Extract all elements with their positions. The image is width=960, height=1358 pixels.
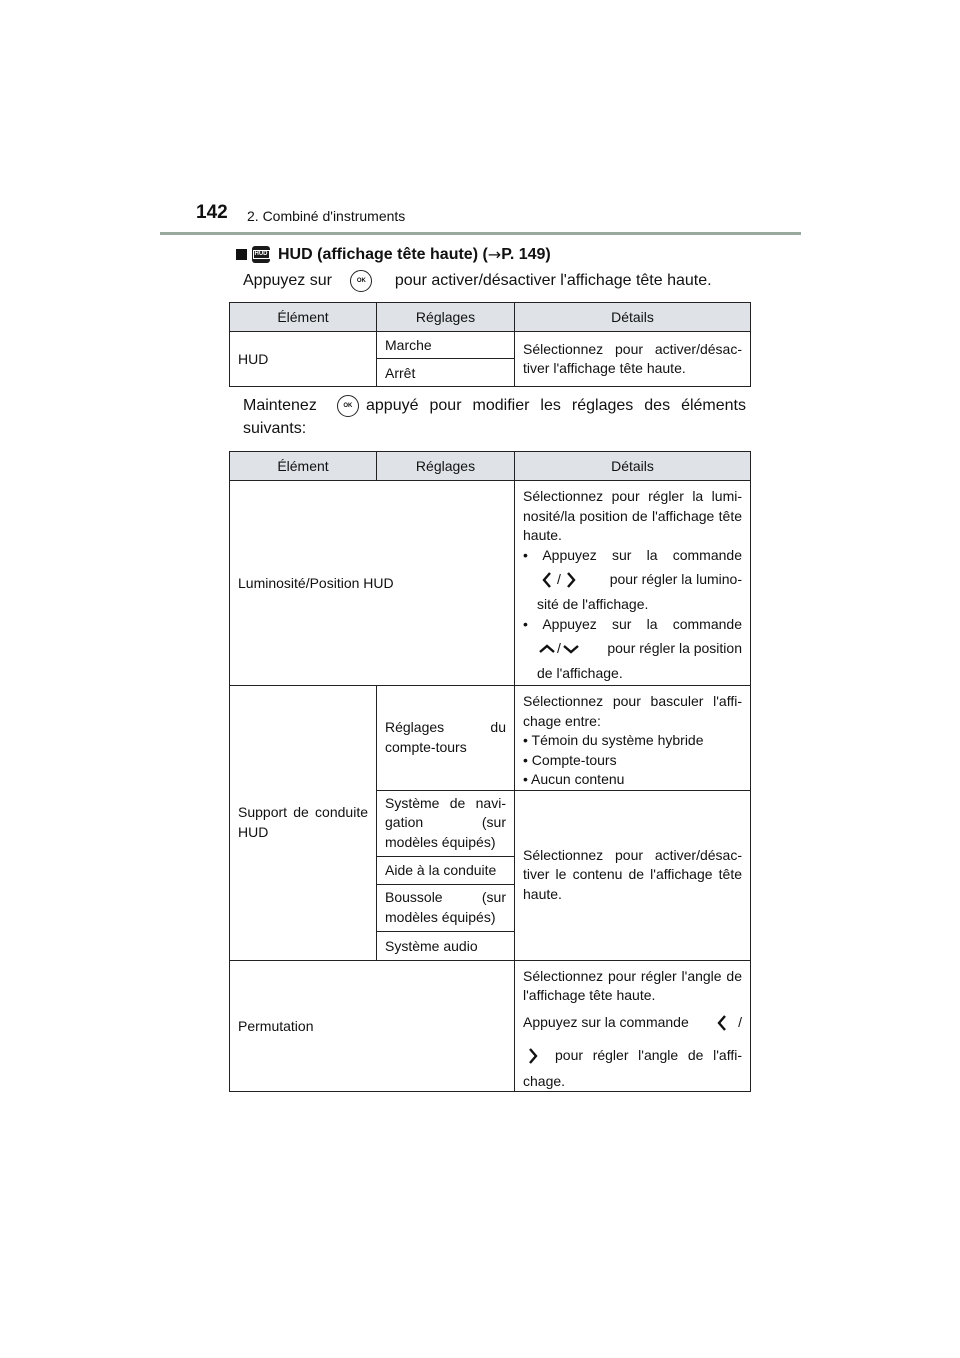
header-settings: Réglages (377, 303, 515, 332)
hud-element-cell: HUD (230, 332, 377, 387)
reference-arrow: → (487, 245, 502, 264)
luminosity-details (515, 481, 751, 686)
chevron-left-icon (712, 1015, 732, 1031)
slash: / (557, 640, 561, 657)
square-bullet-icon (236, 249, 247, 260)
settings-table-1 (229, 302, 751, 387)
support-item: • Aucun contenu (523, 771, 625, 787)
header-rule (160, 232, 801, 235)
hold-before: Maintenez (243, 397, 317, 414)
support-setting-audio: Système audio (377, 931, 515, 960)
hold-after-line2: suivants: (243, 420, 307, 437)
permutation-element: Permutation (230, 960, 515, 1092)
header-element: Élément (230, 303, 377, 332)
intro-after: pour activer/désactiver l'affichage tête haute. (394, 272, 712, 289)
support-setting-tachometer: Réglages du compte-tours (377, 686, 515, 791)
slash: / (738, 1013, 742, 1030)
setting-marche: Marche (377, 332, 515, 359)
luminosity-intro: Sélectionnez pour régler la lumi-nosité/la position de l'affichage tête haute. (523, 488, 742, 543)
header-element: Élément (230, 452, 377, 481)
chapter-title: 2. Combiné d'instruments (247, 208, 406, 224)
chevron-right-icon (523, 1048, 543, 1064)
support-setting-compass: Boussole (sur modèles équipés) (377, 884, 515, 931)
hud-details: Sélectionnez pour activer/désac-tiver l'affichage tête haute. (515, 332, 751, 387)
chevron-left-icon (537, 572, 557, 588)
support-setting-driving-aid: Aide à la conduite (377, 856, 515, 884)
header-details: Détails (515, 452, 751, 481)
chevron-up-icon (537, 644, 557, 654)
hold-after-line1: appuyé pour modifier les réglages des éléments (366, 397, 746, 414)
permutation-details (515, 960, 751, 1092)
chevron-down-icon (561, 644, 581, 654)
header-details: Détails (515, 303, 751, 332)
permutation-line-a: Appuyez sur la commande (523, 1013, 689, 1030)
support-row1-details (515, 686, 751, 791)
support-element: Support de conduite HUD (230, 686, 377, 961)
permutation-line-b: pour régler l'angle de l'affi- (555, 1046, 742, 1063)
slash: / (557, 571, 561, 588)
support-setting-navigation: Système de navi-gation (sur modèles équipés) (377, 790, 515, 856)
support-item: • Témoin du système hybride (523, 732, 704, 748)
header-settings: Réglages (377, 452, 515, 481)
permutation-intro: Sélectionnez pour régler l'angle de l'affichage tête haute. (523, 967, 742, 1003)
ok-button-icon: OK (337, 395, 359, 417)
page-reference-link[interactable]: P. 149) (501, 245, 551, 263)
settings-table-2 (229, 451, 751, 1092)
support-row1-intro: Sélectionnez pour basculer l'affi-chage entre: (523, 693, 742, 729)
luminosity-bullet2-b: pour régler la position (607, 640, 742, 657)
setting-arret: Arrêt (377, 359, 515, 387)
hold-paragraph (243, 394, 746, 418)
luminosity-bullet1-c: sité de l'affichage. (537, 596, 649, 612)
page-number: 142 (196, 202, 228, 223)
hud-icon: HUD (252, 246, 270, 263)
section-title (236, 245, 551, 264)
support-details: Sélectionnez pour activer/désac-tiver le contenu de l'affichage tête haute. (515, 790, 751, 960)
luminosity-bullet1: • Appuyez sur la commande (523, 546, 742, 563)
luminosity-bullet2-c: de l'affichage. (537, 665, 623, 681)
luminosity-element: Luminosité/Position HUD (230, 481, 515, 686)
permutation-line-c: chage. (523, 1072, 566, 1089)
luminosity-bullet2: • Appuyez sur la commande (523, 615, 742, 632)
chevron-right-icon (561, 572, 581, 588)
intro-before: Appuyez sur (243, 272, 332, 289)
luminosity-bullet1-b: pour régler la lumino- (609, 571, 742, 588)
ok-button-icon: OK (350, 270, 372, 292)
section-title-text: HUD (affichage tête haute) ( (278, 245, 488, 263)
support-item: • Compte-tours (523, 751, 617, 768)
intro-paragraph (243, 269, 712, 293)
